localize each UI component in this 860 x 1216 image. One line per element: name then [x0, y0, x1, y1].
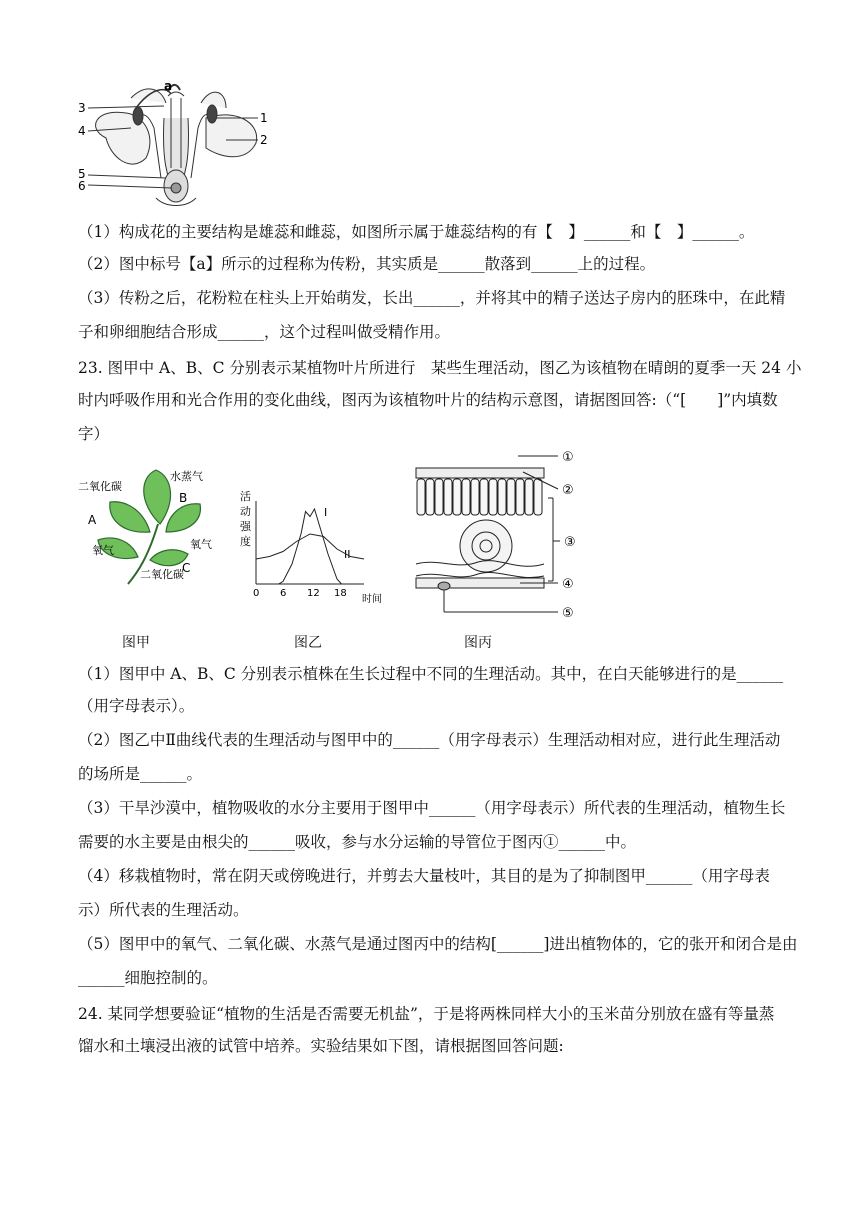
fig-yi-ylabel-1: 动 — [240, 505, 251, 518]
q23-part1-line2: （用字母表示）。 — [78, 697, 195, 715]
fig-jia-oxygen-right: 氧气 — [190, 538, 212, 551]
q23-intro-line3: 字） — [78, 425, 110, 443]
fig-jia-caption: 图甲 — [122, 635, 150, 651]
fig-bing-label-3: ③ — [564, 535, 576, 550]
q23-part4-line2: 示）所代表的生理活动。 — [78, 901, 249, 919]
q22-part3-line1: （3）传粉之后，花粉粒在柱头上开始萌发，长出______，并将其中的精子送达子房内的胚珠中，在此精 — [78, 289, 786, 307]
fig-bing-caption: 图丙 — [464, 635, 492, 651]
palisade-cell — [462, 479, 470, 515]
palisade-cell — [417, 479, 425, 515]
flower-label-2: 2 — [260, 133, 268, 147]
fig-yi-ylabel-3: 度 — [240, 535, 251, 548]
q24-line2: 馏水和土壤浸出液的试管中培养。实验结果如下图，请根据图回答问题: — [78, 1037, 564, 1055]
fig-jia-water-vapor: 水蒸气 — [170, 470, 203, 483]
flower-label-3: 3 — [78, 101, 86, 115]
q23-intro-line2: 时内呼吸作用和光合作用的变化曲线，图丙为该植物叶片的结构示意图，请据图回答:（“[ ]”内填数 — [78, 391, 778, 409]
fig-jia-co2-top: 二氧化碳 — [78, 480, 122, 493]
palisade-cell — [453, 479, 461, 515]
q23-part3-line2: 需要的水主要是由根尖的______吸收，参与水分运输的导管位于图丙①______中。 — [78, 833, 637, 851]
q24-line1: 24. 某同学想要验证“植物的生活是否需要无机盐”，于是将两株同样大小的玉米苗分别放在盛有等量蒸 — [78, 1005, 775, 1023]
q23-intro-line1: 23. 图甲中 A、B、C 分别表示某植物叶片所进行 某些生理活动，图乙为该植物在晴朗的夏季一天 24 小 — [78, 359, 802, 377]
fig-yi-xtick-18: 18 — [334, 588, 347, 599]
fig-yi-xlabel: 时间 — [362, 594, 382, 605]
fig-jia-co2-bottom: 二氧化碳 — [140, 568, 184, 581]
fig-bing-label-4: ④ — [562, 577, 574, 592]
palisade-cell — [480, 479, 488, 515]
q22-part3-line2: 子和卵细胞结合形成______，这个过程叫做受精作用。 — [78, 323, 451, 341]
fig-yi-ylabel-2: 强 — [240, 520, 251, 533]
palisade-cell — [534, 479, 542, 515]
flower-label-a: a — [164, 79, 173, 93]
palisade-cell — [516, 479, 524, 515]
q22-part1: （1）构成花的主要结构是雄蕊和雌蕊，如图所示属于雄蕊结构的有【 】______和【 】______。 — [78, 223, 755, 241]
fig-yi-ylabel-0: 活 — [240, 490, 251, 503]
q23-part1-line1: （1）图甲中 A、B、C 分别表示植株在生长过程中不同的生理活动。其中，在白天能够进行的是______ — [78, 665, 784, 683]
fig-yi-xtick-12: 12 — [307, 588, 320, 599]
palisade-cell — [444, 479, 452, 515]
palisade-cell — [471, 479, 479, 515]
q23-part2-line1: （2）图乙中Ⅱ曲线代表的生理活动与图甲中的______（用字母表示）生理活动相对应，进行此生理活动 — [78, 731, 781, 749]
fig-yi-series-II-line — [256, 534, 364, 559]
figure-yi-chart — [236, 486, 386, 608]
q23-part4-line1: （4）移栽植物时，常在阴天或傍晚进行，并剪去大量枝叶，其目的是为了抑制图甲______（用字母表 — [78, 867, 770, 885]
fig-yi-caption: 图乙 — [294, 635, 322, 651]
fig-bing-label-2: ② — [562, 483, 574, 498]
palisade-cell — [435, 479, 443, 515]
q23-part2-line2: 的场所是______。 — [78, 765, 203, 783]
palisade-cell — [426, 479, 434, 515]
palisade-cell — [489, 479, 497, 515]
palisade-cell — [525, 479, 533, 515]
fig-yi-series-I-line — [256, 509, 364, 584]
flower-label-4: 4 — [78, 124, 86, 138]
flower-diagram — [76, 78, 276, 212]
flower-label-1: 1 — [260, 111, 268, 125]
q22-part2: （2）图中标号【a】所示的过程称为传粉，其实质是______散落到______上的过程。 — [78, 255, 656, 273]
figure-bing-leaf-section — [408, 446, 608, 624]
figure-jia-leaf — [78, 462, 228, 592]
fig-yi-series-I-label: I — [324, 506, 328, 519]
flower-label-5: 5 — [78, 167, 86, 181]
fig-yi-xtick-6: 6 — [280, 588, 287, 599]
q23-part5-line1: （5）图甲中的氧气、二氧化碳、水蒸气是通过图丙中的结构[______]进出植物体的，它的张开和闭合是由 — [78, 935, 798, 953]
fig-bing-label-5: ⑤ — [562, 606, 574, 621]
fig-yi-xtick-0: 0 — [253, 588, 260, 599]
fig-jia-oxygen-left: 氧气 — [92, 544, 114, 557]
q23-part5-line2: ______细胞控制的。 — [78, 969, 218, 987]
fig-jia-label-A: A — [88, 513, 97, 527]
fig-bing-label-1: ① — [562, 450, 574, 465]
flower-label-6: 6 — [78, 179, 86, 193]
palisade-cell — [507, 479, 515, 515]
fig-yi-series-II-label: II — [344, 548, 351, 561]
fig-jia-label-B: B — [179, 491, 188, 505]
q23-part3-line1: （3）干旱沙漠中，植物吸收的水分主要用于图甲中______（用字母表示）所代表的生理活动，植物生长 — [78, 799, 786, 817]
fig-jia-label-C: C — [182, 561, 191, 575]
palisade-cell — [498, 479, 506, 515]
